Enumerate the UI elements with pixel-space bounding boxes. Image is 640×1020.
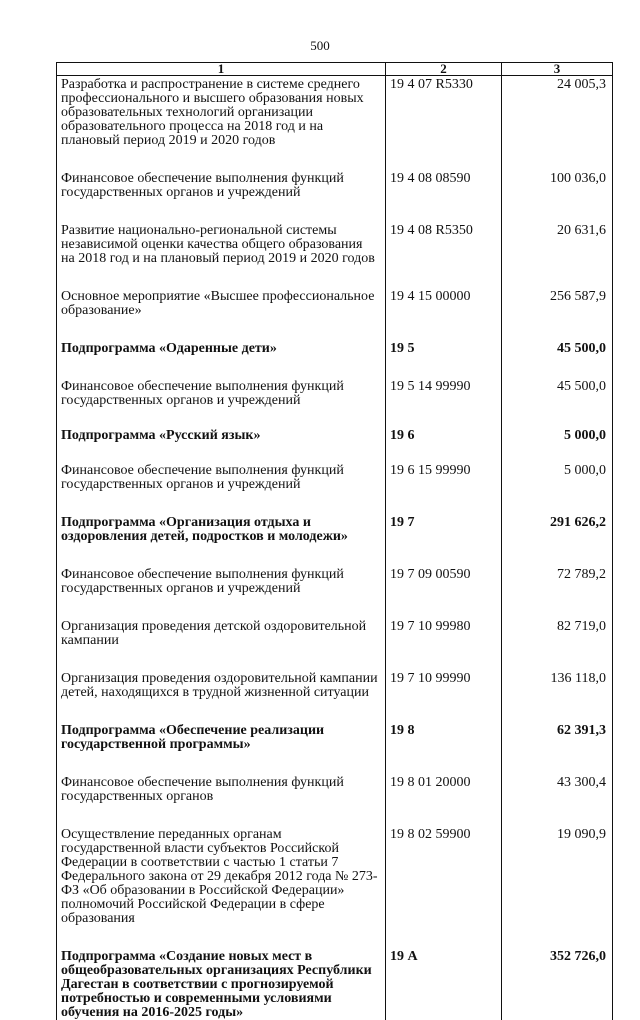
row-amount: 24 005,3: [502, 76, 613, 149]
row-name: Организация проведения оздоровительной кампании детей, находящихся в трудной жизненной ситуации: [57, 670, 386, 700]
row-name: Развитие национально-региональной системы независимой оценки качества общего образования на 2018 год и на плановый период 2019 и 2020 годов: [57, 222, 386, 266]
row-spacer: [57, 804, 613, 826]
row-name: Подпрограмма «Одаренные дети»: [57, 340, 386, 356]
row-amount: 256 587,9: [502, 288, 613, 318]
table-row: [57, 774, 613, 804]
row-code: 19 8 01 20000: [386, 774, 502, 804]
table-row: [57, 76, 613, 149]
row-amount: 5 000,0: [502, 462, 613, 492]
table-body: [57, 76, 613, 1020]
row-spacer: [57, 318, 613, 340]
row-code: 19 4 15 00000: [386, 288, 502, 318]
row-name: Финансовое обеспечение выполнения функций государственных органов и учреждений: [57, 566, 386, 596]
row-code: 19 5: [386, 340, 502, 356]
row-amount: 45 500,0: [502, 340, 613, 356]
row-amount: 43 300,4: [502, 774, 613, 804]
row-code: 19 7: [386, 514, 502, 544]
row-code: 19 4 08 08590: [386, 170, 502, 200]
table-row: [57, 288, 613, 318]
row-spacer: [57, 356, 613, 378]
row-code: 19 5 14 99990: [386, 378, 502, 408]
table-row: [57, 670, 613, 700]
row-spacer: [57, 408, 613, 427]
column-header-1: 1: [57, 63, 386, 76]
table-row: [57, 222, 613, 266]
row-spacer: [57, 700, 613, 722]
row-name: Подпрограмма «Обеспечение реализации государственной программы»: [57, 722, 386, 752]
row-spacer: [57, 200, 613, 222]
row-spacer: [57, 926, 613, 948]
row-code: 19 7 10 99980: [386, 618, 502, 648]
row-amount: 20 631,6: [502, 222, 613, 266]
row-name: Финансовое обеспечение выполнения функций государственных органов и учреждений: [57, 378, 386, 408]
row-name: Финансовое обеспечение выполнения функций государственных органов и учреждений: [57, 462, 386, 492]
row-code: 19 7 10 99990: [386, 670, 502, 700]
row-code: 19 4 08 R5350: [386, 222, 502, 266]
row-name: Подпрограмма «Создание новых мест в общеобразовательных организациях Республики Дагестан в соответствии с прогнозируемой потребностью и современными условиями обучения на 2016-2025 годы»: [57, 948, 386, 1020]
budget-table: [56, 62, 613, 1020]
table-row: [57, 378, 613, 408]
table-row: [57, 618, 613, 648]
subprogram-row: [57, 427, 613, 443]
row-name: Основное мероприятие «Высшее профессиональное образование»: [57, 288, 386, 318]
row-amount: 72 789,2: [502, 566, 613, 596]
row-amount: 5 000,0: [502, 427, 613, 443]
row-name: Разработка и распространение в системе среднего профессионального и высшего образования новых образовательных технологий организации образовательного процесса на 2018 год и на плановый период 2019 и 2020 годов: [57, 76, 386, 149]
row-amount: 100 036,0: [502, 170, 613, 200]
row-code: 19 4 07 R5330: [386, 76, 502, 149]
row-spacer: [57, 648, 613, 670]
subprogram-row: [57, 340, 613, 356]
table-row: [57, 826, 613, 926]
row-spacer: [57, 596, 613, 618]
row-amount: 62 391,3: [502, 722, 613, 752]
row-amount: 136 118,0: [502, 670, 613, 700]
row-spacer: [57, 148, 613, 170]
row-name: Организация проведения детской оздоровительной кампании: [57, 618, 386, 648]
subprogram-row: [57, 722, 613, 752]
row-code: 19 8 02 59900: [386, 826, 502, 926]
table-row: [57, 566, 613, 596]
row-amount: 291 626,2: [502, 514, 613, 544]
table-row: [57, 462, 613, 492]
row-code: 19 8: [386, 722, 502, 752]
row-name: Подпрограмма «Русский язык»: [57, 427, 386, 443]
row-spacer: [57, 492, 613, 514]
row-amount: 19 090,9: [502, 826, 613, 926]
subprogram-row: [57, 514, 613, 544]
row-name: Финансовое обеспечение выполнения функций государственных органов: [57, 774, 386, 804]
row-amount: 352 726,0: [502, 948, 613, 1020]
row-spacer: [57, 443, 613, 462]
row-name: Осуществление переданных органам государственной власти субъектов Российской Федерации в соответствии с частью 1 статьи 7 Федерального закона от 29 декабря 2012 года № 273-ФЗ «Об образовании в Российской Федерации» полномочий Российской Федерации в сфере образования: [57, 826, 386, 926]
table-header: [57, 63, 613, 76]
page-number: 500: [0, 38, 640, 54]
row-code: 19 7 09 00590: [386, 566, 502, 596]
row-spacer: [57, 266, 613, 288]
row-spacer: [57, 752, 613, 774]
column-header-3: 3: [502, 63, 613, 76]
row-code: 19 6: [386, 427, 502, 443]
row-amount: 45 500,0: [502, 378, 613, 408]
row-name: Подпрограмма «Организация отдыха и оздоровления детей, подростков и молодежи»: [57, 514, 386, 544]
subprogram-row: [57, 948, 613, 1020]
row-name: Финансовое обеспечение выполнения функций государственных органов и учреждений: [57, 170, 386, 200]
row-spacer: [57, 544, 613, 566]
column-header-2: 2: [386, 63, 502, 76]
table-row: [57, 170, 613, 200]
row-amount: 82 719,0: [502, 618, 613, 648]
row-code: 19 А: [386, 948, 502, 1020]
row-code: 19 6 15 99990: [386, 462, 502, 492]
